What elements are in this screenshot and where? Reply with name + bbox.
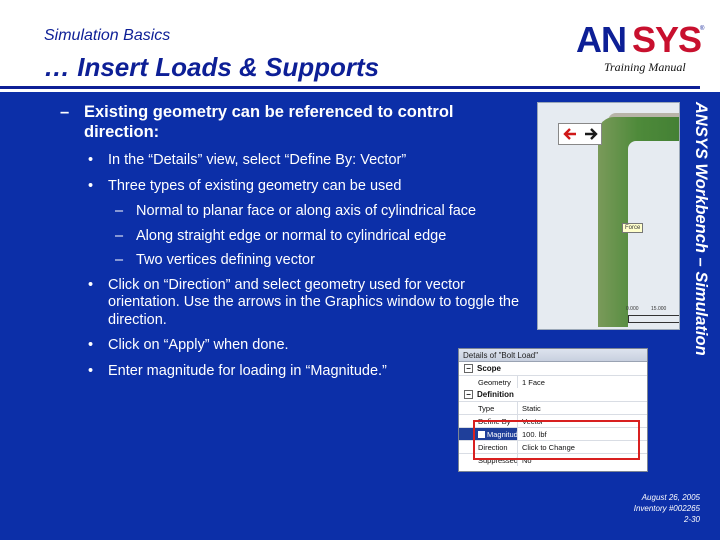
subbullet-text: Along straight edge or normal to cylindrical edge: [136, 227, 447, 244]
side-title: [688, 102, 710, 412]
direction-value[interactable]: Click to Change: [517, 441, 647, 453]
scale-left-label: 0.000: [626, 306, 639, 312]
direction-toggle[interactable]: [558, 123, 602, 145]
bullet-item: [60, 152, 530, 170]
row-value[interactable]: 1 Face: [517, 376, 647, 388]
slide-content: [60, 102, 530, 388]
ansys-logo: [576, 20, 708, 58]
row-key: Geometry: [478, 378, 511, 387]
training-manual-label: Training Manual: [604, 60, 686, 74]
scope-section[interactable]: [459, 362, 647, 375]
details-row-type[interactable]: [459, 401, 647, 414]
side-title-text: ANSYS Workbench – Simulation: [692, 102, 710, 356]
row-value[interactable]: Vector: [517, 415, 647, 427]
footer-date: August 26, 2005: [641, 493, 700, 502]
row-value[interactable]: Static: [517, 402, 647, 414]
arrow-right-icon[interactable]: [583, 127, 599, 141]
bullet-text: Enter magnitude for loading in “Magnitude.”: [108, 362, 387, 379]
bullet-text: In the “Details” view, select “Define By: Vector”: [108, 152, 407, 168]
bullet-text: Three types of existing geometry can be used: [108, 177, 402, 194]
dash-marker: –: [60, 103, 70, 121]
bullet-item: [60, 277, 530, 330]
subbullet-item: [60, 228, 530, 246]
collapse-icon[interactable]: −: [464, 390, 473, 399]
scale-bar: [628, 315, 680, 323]
row-value[interactable]: No: [517, 454, 647, 466]
row-key: Suppressed: [478, 456, 519, 465]
dash-marker: –: [115, 227, 124, 244]
details-title: Details of "Bolt Load": [459, 349, 647, 362]
scale-right-label: 15.000: [651, 306, 667, 312]
graphics-window[interactable]: [537, 102, 680, 330]
highlight-box: [473, 420, 640, 460]
row-key: Define By: [478, 417, 511, 426]
definition-label: Definition: [477, 390, 514, 399]
bullet-marker: •: [88, 152, 94, 168]
definition-section[interactable]: [459, 388, 647, 401]
header-divider: [0, 86, 700, 89]
subbullet-item: [60, 203, 530, 221]
row-key: Direction: [478, 443, 508, 452]
svg-text:AN: AN: [576, 20, 626, 58]
svg-text:®: ®: [700, 26, 705, 32]
level1-text: Existing geometry can be referenced to control direction:: [84, 103, 454, 141]
scale-labels: [626, 306, 666, 312]
arrow-left-icon[interactable]: [562, 127, 578, 141]
collapse-icon[interactable]: −: [464, 364, 473, 373]
slide-title: … Insert Loads & Supports: [44, 52, 380, 82]
scope-label: Scope: [477, 364, 502, 373]
slide-footer: [600, 492, 700, 525]
slide-header: [0, 0, 720, 92]
magnitude-value[interactable]: 100. lbf: [517, 428, 647, 440]
details-row-geometry[interactable]: [459, 375, 647, 388]
footer-inventory: Inventory #002265: [633, 504, 700, 513]
svg-text:SYS: SYS: [632, 20, 702, 58]
subbullet-text: Two vertices defining vector: [136, 252, 315, 268]
bullet-marker: •: [88, 337, 94, 353]
header-subtitle: Simulation Basics: [44, 27, 171, 44]
subbullet-item: [60, 252, 530, 270]
bullet-item: [60, 178, 530, 196]
dash-marker: –: [115, 252, 124, 268]
bullet-marker: •: [88, 362, 94, 379]
dash-marker: –: [115, 203, 124, 219]
subbullet-text: Normal to planar face or along axis of cylindrical face: [136, 203, 477, 219]
bullet-text: Click on “Apply” when done.: [108, 337, 289, 353]
bullet-marker: •: [88, 177, 94, 194]
part-opening: [628, 141, 680, 330]
bullet-text: Click on “Direction” and select geometry used for vector orientation. Use the arrows in the Graphics window to toggle the direction.: [108, 276, 520, 328]
details-panel: [458, 348, 648, 472]
force-label: Force: [622, 223, 643, 233]
row-key: Type: [478, 404, 495, 413]
level1-item: [60, 102, 530, 142]
magnitude-label: Magnitude: [487, 430, 523, 439]
page-number: 2-30: [683, 515, 700, 524]
bullet-marker: •: [88, 276, 94, 293]
